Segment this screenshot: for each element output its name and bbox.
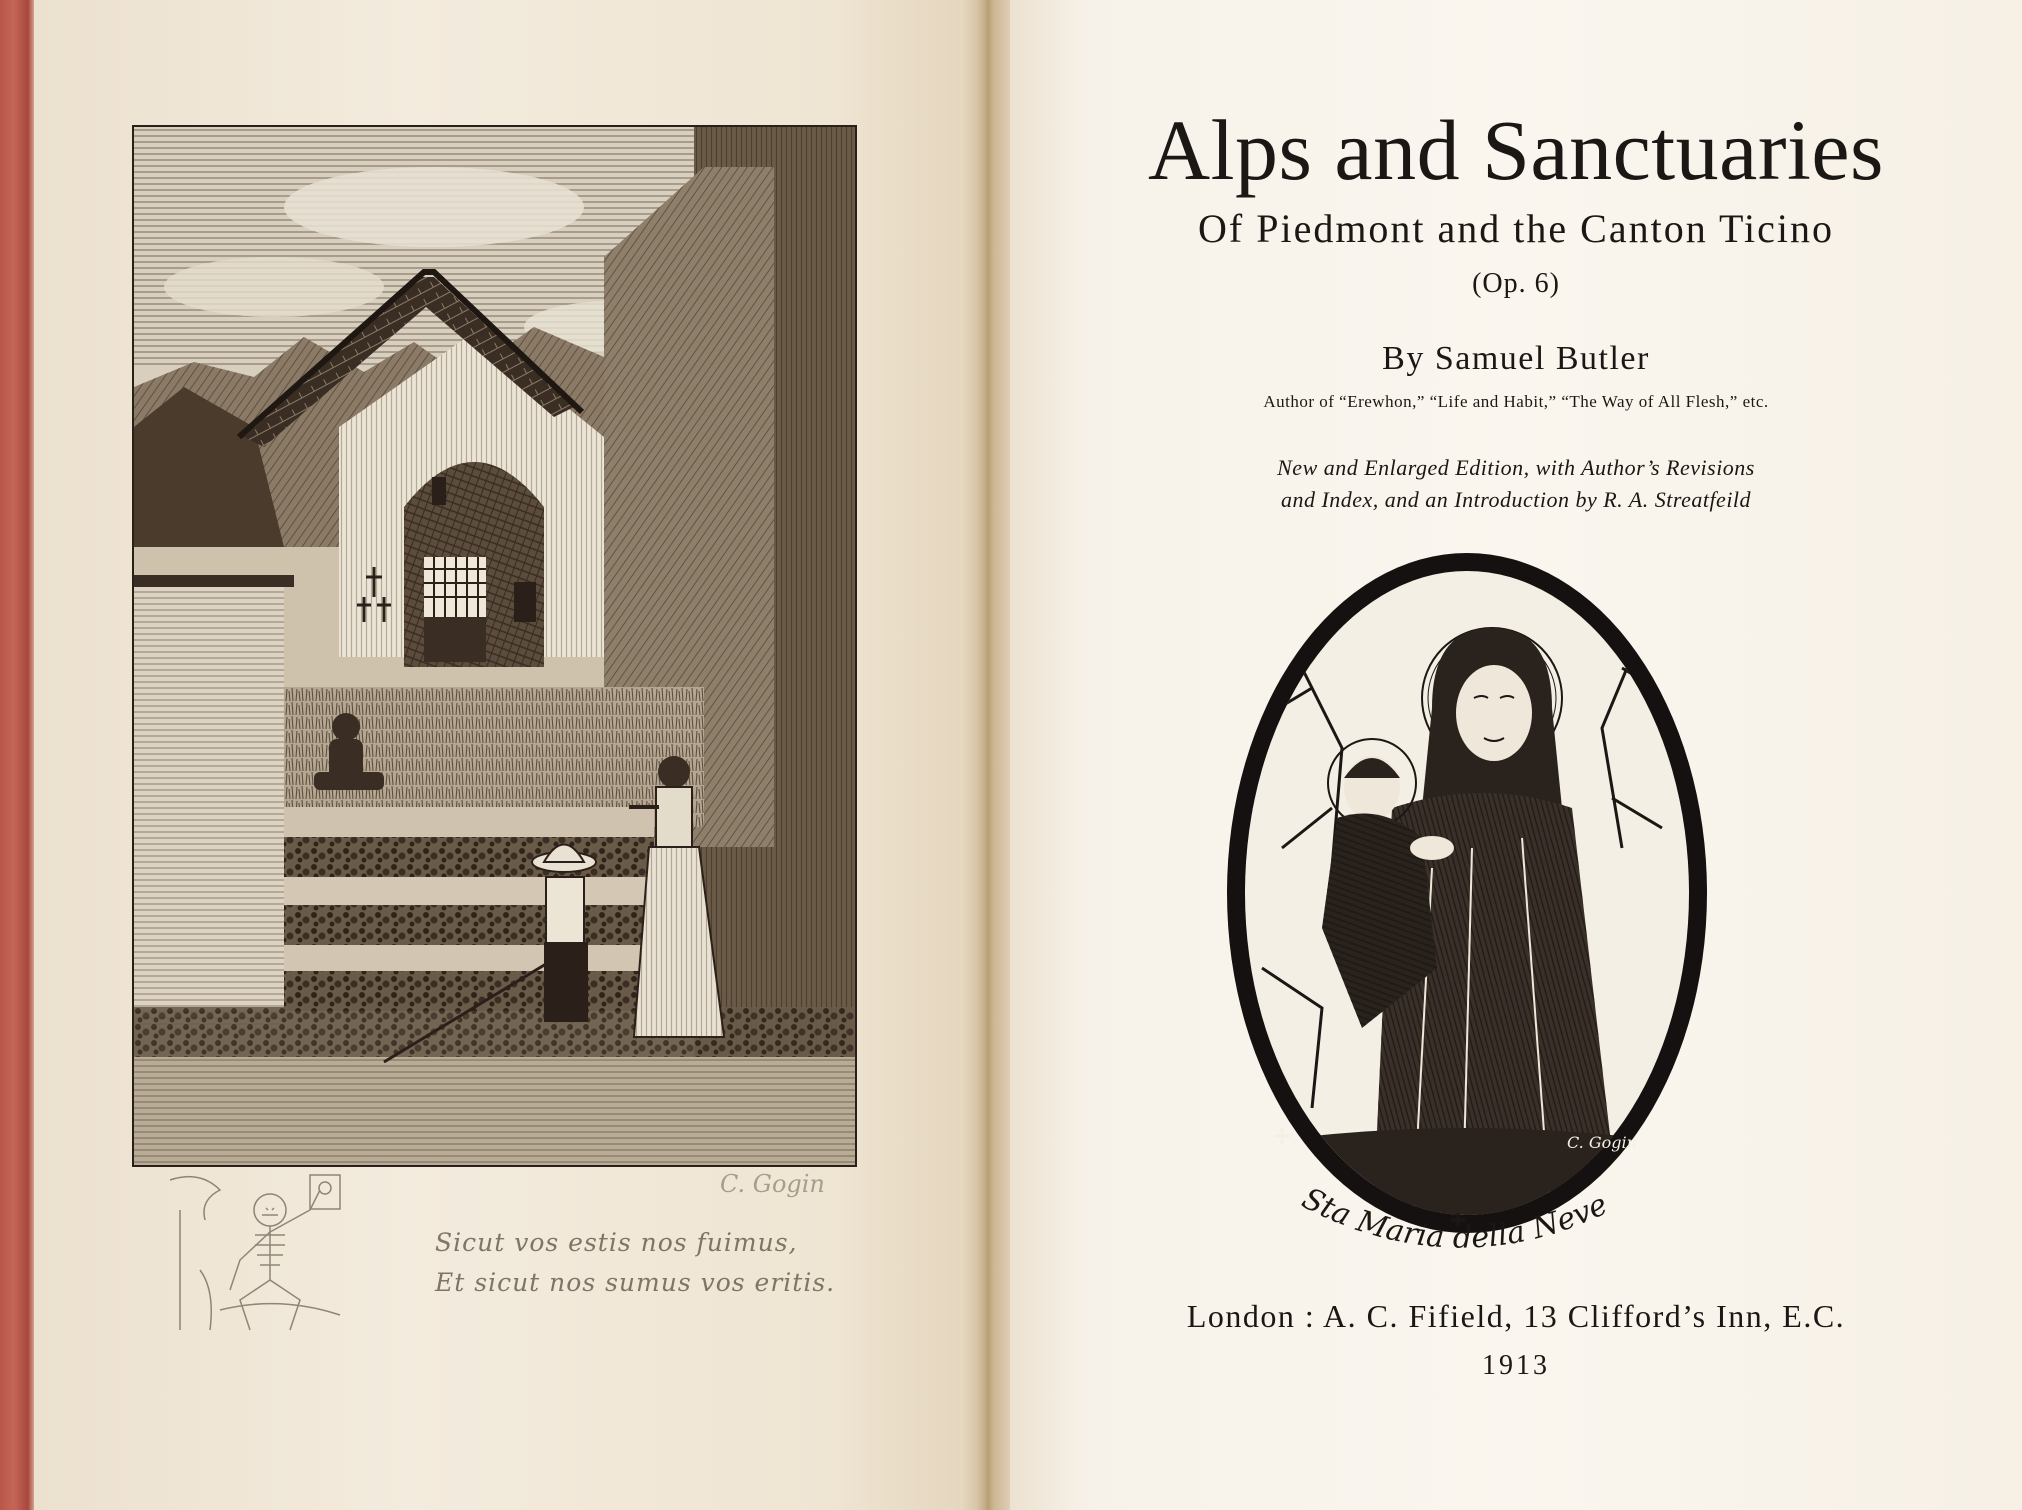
edition-note-line-1: New and Enlarged Edition, with Author’s Revisions	[1277, 455, 1755, 480]
frontispiece-etching	[132, 125, 857, 1167]
book-gutter	[960, 0, 1016, 1510]
motto-line-2: Et sicut nos sumus vos eritis.	[435, 1268, 836, 1297]
book-title: Alps and Sanctuaries	[1147, 102, 1885, 198]
medallion-caption-block	[1290, 1185, 1650, 1275]
author-works: Author of “Erewhon,” “Life and Habit,” “The Way of All Flesh,” etc.	[1263, 392, 1769, 411]
skeleton-vignette	[160, 1170, 390, 1340]
plate-artist-signature: C. Gogin	[720, 1170, 825, 1198]
publisher-imprint: London : A. C. Fifield, 13 Clifford’s Inn, E.C.	[1186, 1298, 1846, 1334]
author-byline: By Samuel Butler	[1382, 340, 1650, 377]
medallion-caption: Sta Maria della Neve	[1296, 1185, 1613, 1256]
opus-number: (Op. 6)	[1472, 268, 1560, 299]
book-subtitle: Of Piedmont and the Canton Ticino	[1198, 206, 1834, 251]
medallion-signature: C. Gogin	[1567, 1133, 1637, 1152]
edition-note-line-2: and Index, and an Introduction by R. A. Streatfeild	[1280, 487, 1752, 512]
publication-year: 1913	[1482, 1350, 1550, 1381]
motto-line-1: Sicut vos estis nos fuimus,	[435, 1228, 798, 1257]
madonna-medallion	[1222, 548, 1712, 1238]
